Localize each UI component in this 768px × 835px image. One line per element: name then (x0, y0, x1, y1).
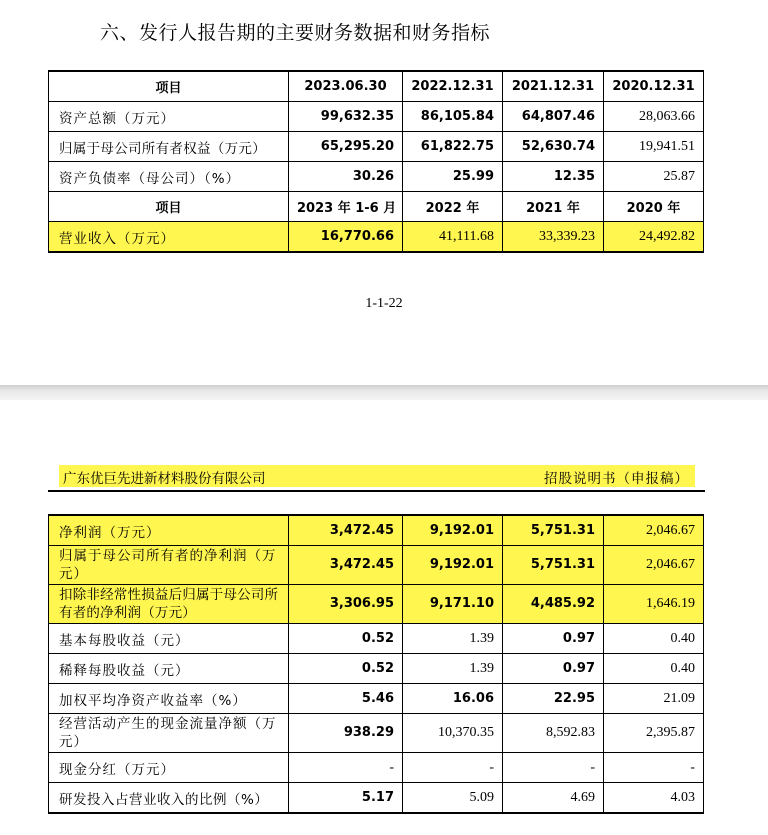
header-2023-06-30: 2023.06.30 (289, 71, 403, 102)
table-row-revenue (49, 222, 704, 253)
row-label: 资产负债率（母公司）（%） (49, 162, 289, 192)
cell-value: 3,306.95 (289, 585, 403, 624)
cell-value: 2,046.67 (604, 546, 704, 585)
cell-value: 61,822.75 (403, 132, 503, 162)
table-header-row (49, 71, 704, 102)
cell-value: 1.39 (403, 624, 503, 654)
cell-value: - (503, 753, 604, 783)
row-label: 加权平均净资产收益率（%） (49, 684, 289, 714)
cell-value: 33,339.23 (503, 222, 604, 253)
cell-value: 64,807.46 (503, 102, 604, 132)
row-label: 资产总额（万元） (49, 102, 289, 132)
subheader-2020: 2020 年 (604, 192, 704, 222)
header-2020-12-31: 2020.12.31 (604, 71, 704, 102)
subheader-2023-h1: 2023 年 1-6 月 (289, 192, 403, 222)
header-rule (48, 490, 705, 492)
row-label: 扣除非经常性损益后归属于母公司所有者的净利润（万元） (49, 585, 289, 624)
document-type: 招股说明书（申报稿） (544, 471, 689, 487)
cell-value: 9,171.10 (403, 585, 503, 624)
row-label: 现金分红（万元） (49, 753, 289, 783)
cell-value: 3,472.45 (289, 515, 403, 546)
row-label: 归属于母公司所有者的净利润（万元） (49, 546, 289, 585)
cell-value: 2,046.67 (604, 515, 704, 546)
table-row (49, 132, 704, 162)
section-heading: 六、发行人报告期的主要财务数据和财务指标 (100, 22, 491, 44)
cell-value: 0.40 (604, 654, 704, 684)
cell-value: 1,646.19 (604, 585, 704, 624)
cell-value: 65,295.20 (289, 132, 403, 162)
cell-value: 99,632.35 (289, 102, 403, 132)
cell-value: 21.09 (604, 684, 704, 714)
cell-value: 5,751.31 (503, 546, 604, 585)
row-label: 归属于母公司所有者权益（万元） (49, 132, 289, 162)
cell-value: 41,111.68 (403, 222, 503, 253)
cell-value: 5,751.31 (503, 515, 604, 546)
row-label: 研发投入占营业收入的比例（%） (49, 783, 289, 814)
cell-value: 16,770.66 (289, 222, 403, 253)
cell-value: - (289, 753, 403, 783)
cell-value: 938.29 (289, 714, 403, 753)
cell-value: 9,192.01 (403, 546, 503, 585)
cell-value: 2,395.87 (604, 714, 704, 753)
document-page-top (0, 0, 768, 385)
cell-value: 19,941.51 (604, 132, 704, 162)
table-row (49, 753, 704, 783)
row-label: 稀释每股收益（元） (49, 654, 289, 684)
financial-table-balance (48, 70, 704, 253)
table-row (49, 714, 704, 753)
header-2022-12-31: 2022.12.31 (403, 71, 503, 102)
row-label: 净利润（万元） (49, 515, 289, 546)
cell-value: 30.26 (289, 162, 403, 192)
cell-value: 0.52 (289, 624, 403, 654)
cell-value: - (403, 753, 503, 783)
cell-value: 12.35 (503, 162, 604, 192)
cell-value: 4.03 (604, 783, 704, 814)
cell-value: 22.95 (503, 684, 604, 714)
table-row (49, 585, 704, 624)
cell-value: 4.69 (503, 783, 604, 814)
cell-value: 25.99 (403, 162, 503, 192)
cell-value: 3,472.45 (289, 546, 403, 585)
cell-value: 0.97 (503, 654, 604, 684)
cell-value: 25.87 (604, 162, 704, 192)
cell-value: - (604, 753, 704, 783)
cell-value: 5.09 (403, 783, 503, 814)
cell-value: 0.52 (289, 654, 403, 684)
cell-value: 52,630.74 (503, 132, 604, 162)
subheader-item: 项目 (49, 192, 289, 222)
cell-value: 10,370.35 (403, 714, 503, 753)
header-item: 项目 (49, 71, 289, 102)
cell-value: 86,105.84 (403, 102, 503, 132)
running-header (59, 465, 695, 487)
cell-value: 9,192.01 (403, 515, 503, 546)
cell-value: 4,485.92 (503, 585, 604, 624)
table-row (49, 624, 704, 654)
company-name: 广东优巨先进新材料股份有限公司 (63, 471, 266, 487)
header-2021-12-31: 2021.12.31 (503, 71, 604, 102)
table-row (49, 515, 704, 546)
subheader-2022: 2022 年 (403, 192, 503, 222)
cell-value: 0.40 (604, 624, 704, 654)
table-subheader-row (49, 192, 704, 222)
table-row (49, 783, 704, 814)
page-number: 1-1-22 (365, 296, 403, 311)
row-label: 经营活动产生的现金流量净额（万元） (49, 714, 289, 753)
cell-value: 8,592.83 (503, 714, 604, 753)
cell-value: 16.06 (403, 684, 503, 714)
page-separator (0, 385, 768, 400)
subheader-2021: 2021 年 (503, 192, 604, 222)
cell-value: 5.46 (289, 684, 403, 714)
table-row (49, 546, 704, 585)
cell-value: 0.97 (503, 624, 604, 654)
cell-value: 24,492.82 (604, 222, 704, 253)
row-label: 营业收入（万元） (49, 222, 289, 253)
financial-table-income (48, 514, 704, 814)
table-row (49, 102, 704, 132)
row-label: 基本每股收益（元） (49, 624, 289, 654)
cell-value: 5.17 (289, 783, 403, 814)
table-row (49, 684, 704, 714)
cell-value: 1.39 (403, 654, 503, 684)
table-row (49, 654, 704, 684)
table-row (49, 162, 704, 192)
cell-value: 28,063.66 (604, 102, 704, 132)
